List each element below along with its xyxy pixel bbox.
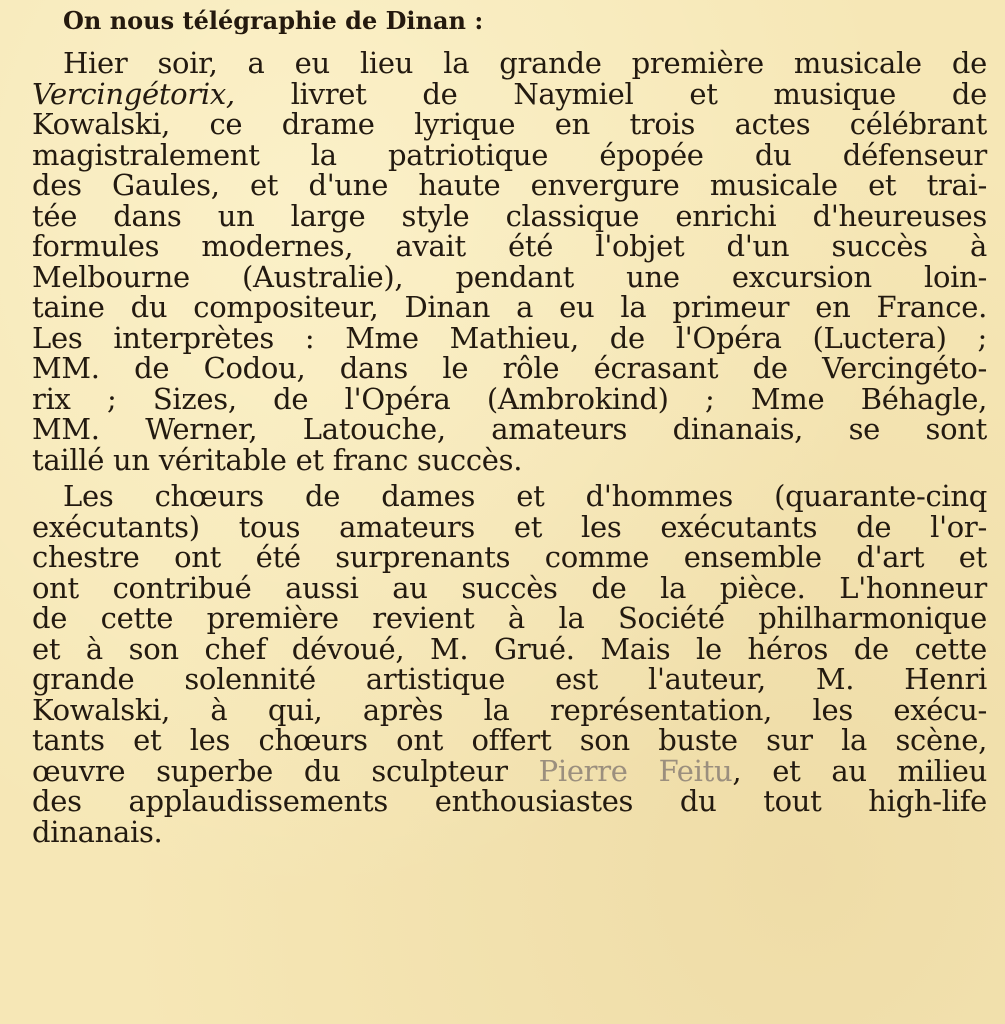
text-line: MM. Werner, Latouche, amateurs dinanais, se sont — [32, 412, 987, 446]
text-line: Kowalski, ce drame lyrique en trois actes célébrant — [32, 107, 987, 141]
text-line: MM. de Codou, dans le rôle écrasant de Vercingéto- — [32, 351, 987, 385]
text-line: Hier soir, a eu lieu la grande première musicale de — [63, 46, 987, 80]
text-line — [32, 753, 987, 788]
clipping-heading: On nous télégraphie de Dinan : — [63, 6, 484, 35]
opera-title: Vercingétorix, — [32, 76, 235, 111]
text-fragment: livret de Naymiel et musique de — [234, 76, 987, 111]
text-line: Kowalski, à qui, après la représentation, les exécu- — [32, 692, 987, 727]
text-line: Les chœurs de dames et d'hommes (quarante-cinq — [63, 479, 987, 513]
text-line: Melbourne (Australie), pendant une excursion loin- — [32, 259, 987, 294]
paragraph-1 — [32, 48, 987, 475]
text-line: des applaudissements enthousiastes du tout high-life — [32, 784, 987, 818]
text-line: formules modernes, avait été l'objet d'un succès à — [32, 229, 987, 263]
text-line: rix ; Sizes, de l'Opéra (Ambrokind) ; Mme Béhagle, — [32, 381, 987, 416]
text-line: de cette première revient à la Société philharmonique — [32, 601, 987, 635]
text-line: magistralement la patriotique épopée du défenseur — [32, 137, 987, 172]
text-line: exécutants) tous amateurs et les exécutants de l'or- — [32, 509, 987, 544]
text-line: ont contribué aussi au succès de la pièce. L'honneur — [32, 570, 987, 605]
paragraph-2 — [32, 481, 987, 847]
text-line: dinanais. — [32, 814, 163, 849]
text-line: taine du compositeur, Dinan a eu la primeur en France. — [32, 290, 987, 324]
text-line: et à son chef dévoué, M. Grué. Mais le héros de cette — [32, 631, 987, 666]
text-line: Les interprètes : Mme Mathieu, de l'Opéra (Luctera) ; — [32, 320, 987, 355]
sculptor-name: Pierre Feitu — [538, 753, 733, 788]
text-line: grande solennité artistique est l'auteur, M. Henri — [32, 662, 987, 696]
text-line: chestre ont été surprenants comme ensemble d'art et — [32, 540, 987, 574]
text-line: taillé un véritable et franc succès. — [32, 442, 523, 477]
text-line — [32, 76, 987, 111]
text-line: des Gaules, et d'une haute envergure musicale et trai- — [32, 168, 987, 202]
text-fragment: œuvre superbe du sculpteur — [32, 753, 539, 788]
text-line: tée dans un large style classique enrichi d'heureuses — [32, 198, 987, 233]
text-line: tants et les chœurs ont offert son buste sur la scène, — [32, 723, 987, 757]
text-fragment: , et au milieu — [732, 753, 987, 788]
